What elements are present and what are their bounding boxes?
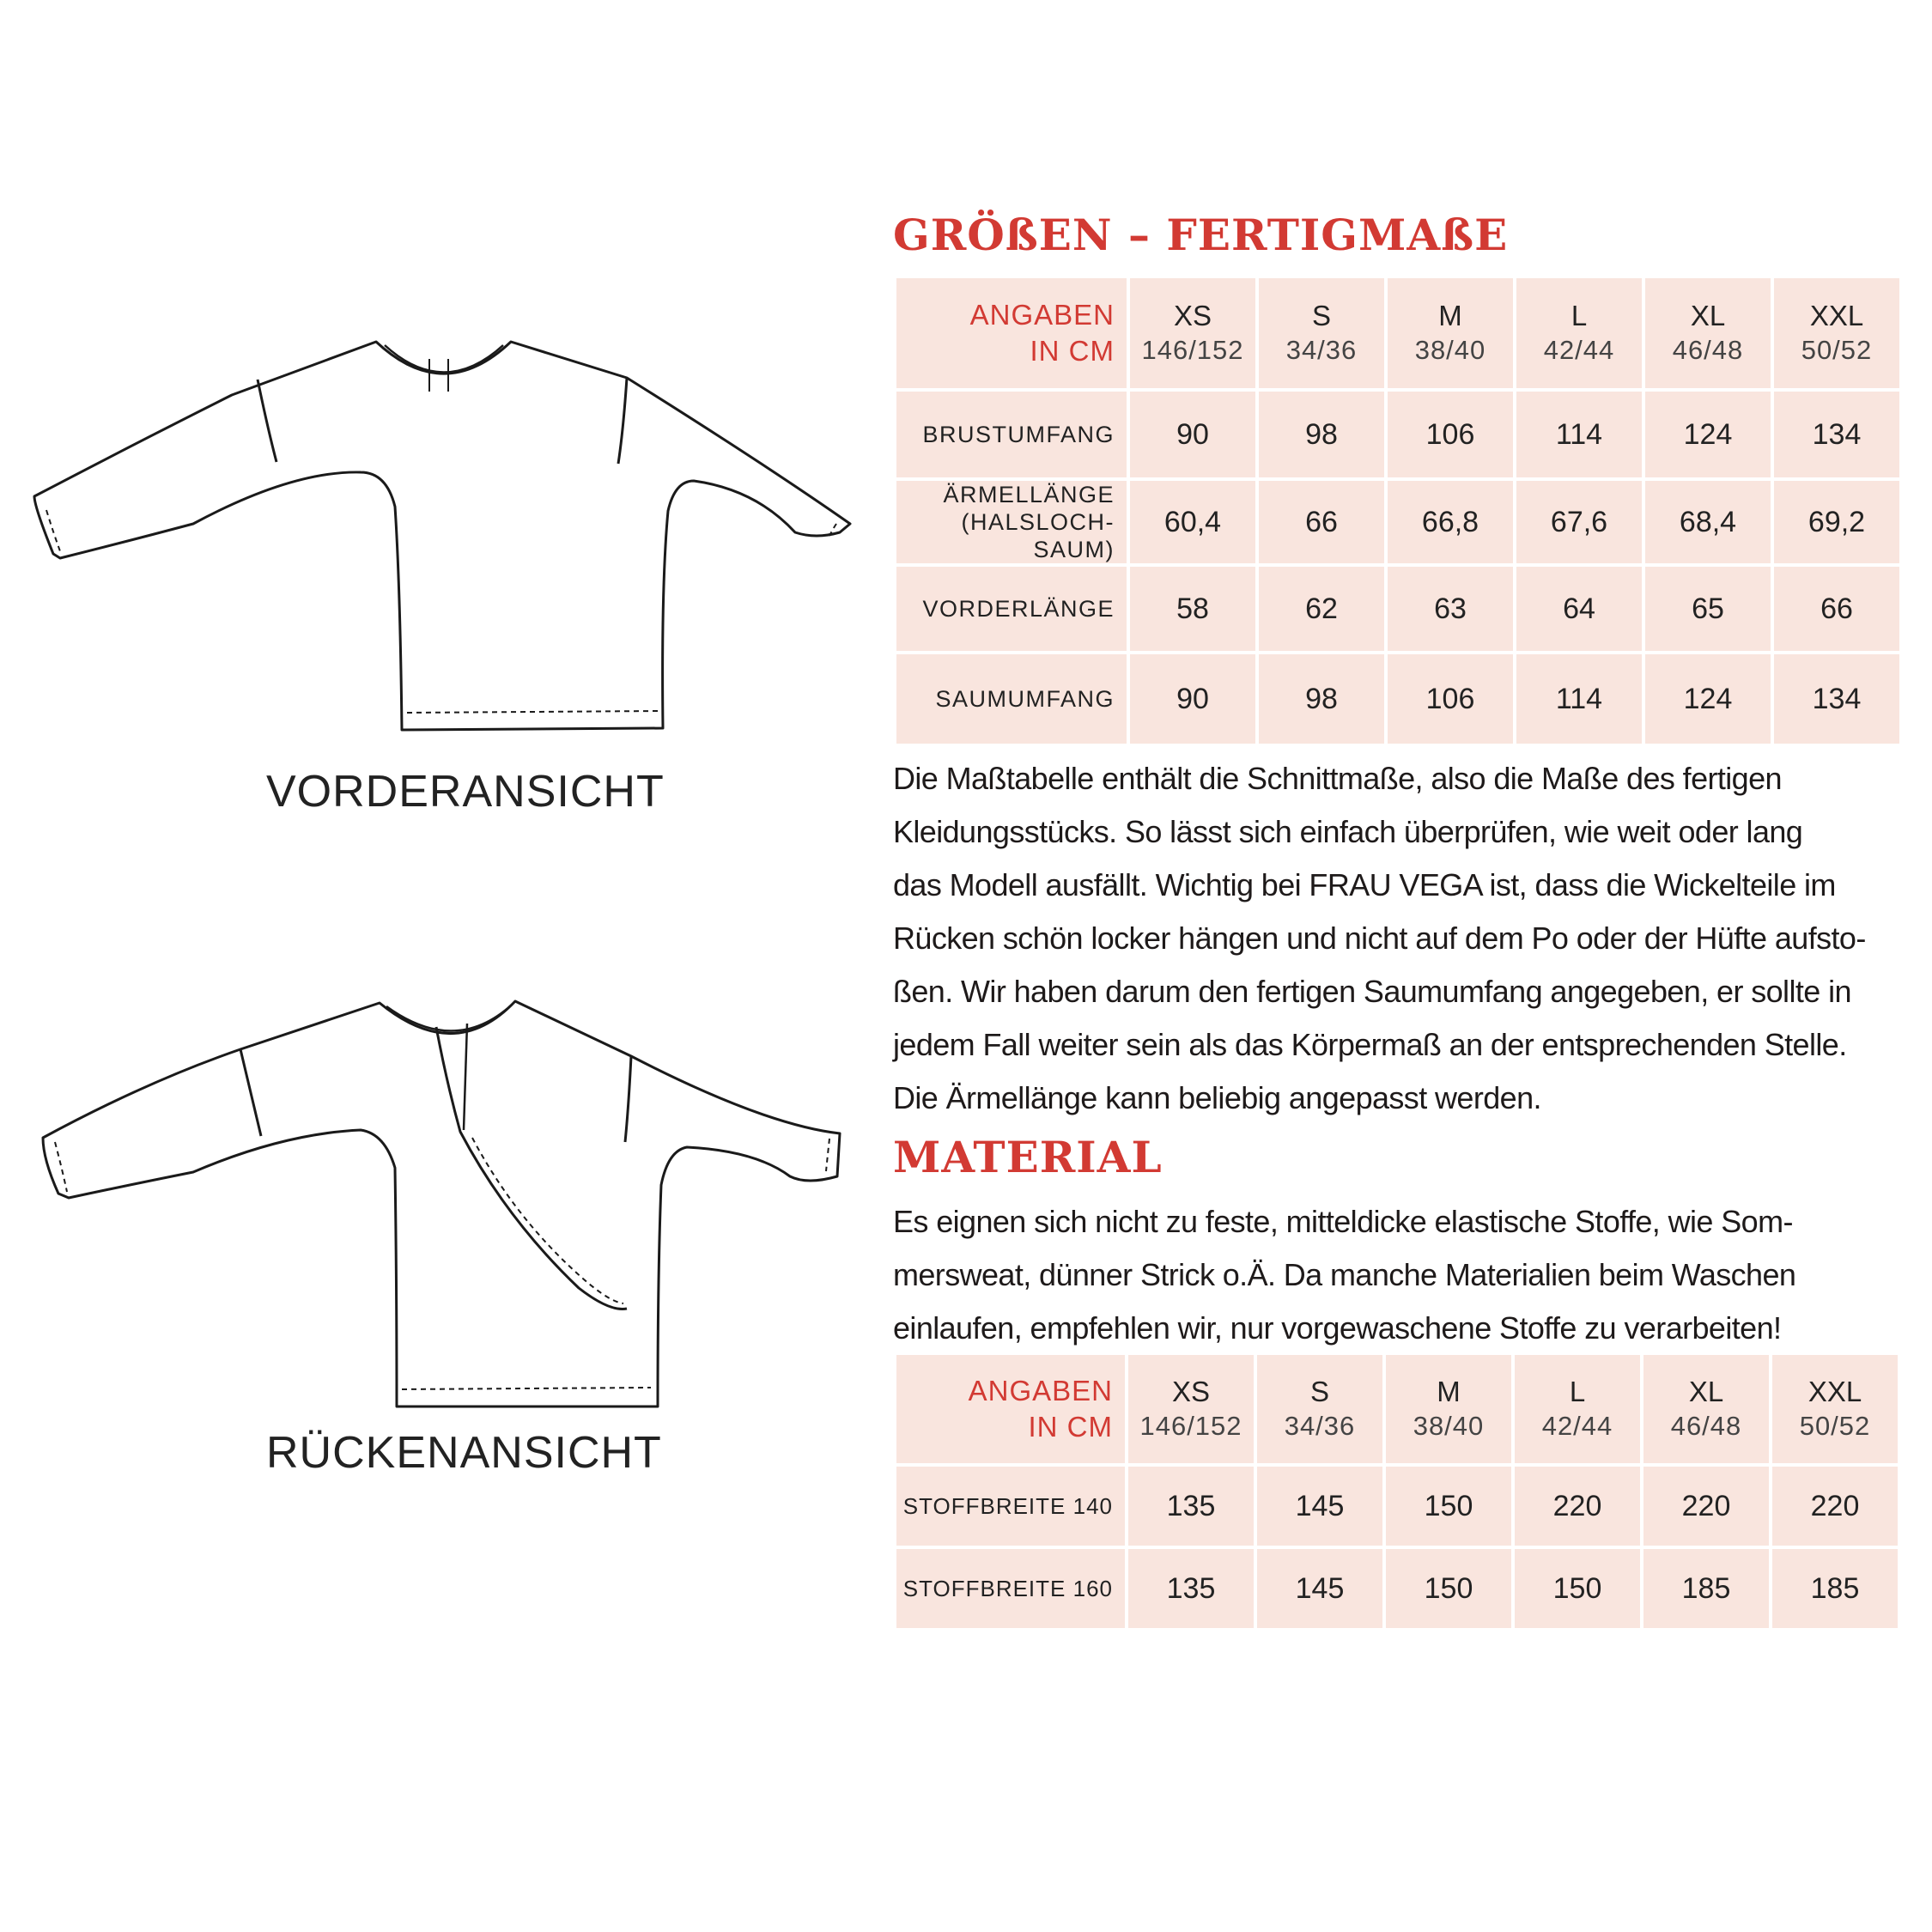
cell-value: 220 [1771,1465,1899,1547]
size-name: XXL [1809,300,1864,331]
back-view-caption: RÜCKENANSICHT [266,1428,662,1478]
cell-value: 69,2 [1772,479,1901,565]
units-label-line1: ANGABEN [968,1375,1113,1406]
text-line: ßen. Wir haben darum den fertigen Saumumfang angegeben, er sollte in [893,974,1851,1009]
row-label-line2: (HALSLOCH-SAUM) [961,509,1115,562]
text-line: Die Ärmellänge kann beliebig angepasst werden. [893,1080,1541,1115]
cell-value: 135 [1127,1547,1255,1630]
sizes-heading: GRÖßEN – FERTIGMAßE [893,210,1509,260]
cell-value: 58 [1128,565,1257,653]
size-header-xs [1128,276,1257,390]
size-header-xs [1127,1353,1255,1465]
text-line: Es eignen sich nicht zu feste, mitteldicke elastische Stoffe, wie Som- [893,1204,1793,1239]
size-name: L [1571,300,1588,331]
cell-value: 106 [1386,390,1515,479]
cell-value: 134 [1772,653,1901,745]
back-view-sketch [26,979,859,1408]
text-line: einlaufen, empfehlen wir, nur vorgewaschene Stoffe zu verarbeiten! [893,1310,1782,1346]
text-line: Rücken schön locker hängen und nicht auf dem Po oder der Hüfte aufsto- [893,920,1866,956]
text-line: mersweat, dünner Strick o.Ä. Da manche Materialien beim Waschen [893,1257,1796,1292]
cell-value: 67,6 [1515,479,1643,565]
size-numbers: 38/40 [1414,335,1486,365]
size-name: M [1438,300,1462,331]
size-numbers: 46/48 [1670,1411,1742,1441]
size-header-s [1257,276,1386,390]
size-header-xxl [1772,276,1901,390]
cell-value: 90 [1128,653,1257,745]
measurements-table [893,275,1903,747]
front-left-seam [258,380,276,462]
size-numbers: 42/44 [1543,335,1615,365]
cell-value: 64 [1515,565,1643,653]
size-header-xxl [1771,1353,1899,1465]
material-heading: MATERIAL [893,1132,1163,1182]
size-header-l [1513,1353,1642,1465]
units-label-line1: ANGABEN [969,299,1115,331]
front-right-seam [618,378,627,464]
row-label: SAUMUMFANG [895,653,1128,745]
size-numbers: 46/48 [1672,335,1744,365]
front-neckline-inner [385,345,503,373]
cell-value: 114 [1515,390,1643,479]
size-header-xl [1642,1353,1771,1465]
cell-value: 66 [1257,479,1386,565]
measurements-header-row [895,276,1901,390]
cell-value: 134 [1772,390,1901,479]
size-header-m [1386,276,1515,390]
table-row-saumumfang [895,653,1901,745]
cell-value: 150 [1384,1465,1513,1547]
cell-value: 106 [1386,653,1515,745]
text-line: Die Maßtabelle enthält die Schnittmaße, also die Maße des fertigen [893,761,1782,796]
size-numbers: 146/152 [1139,1411,1242,1441]
front-hem-stitch [407,711,658,713]
size-header-l [1515,276,1643,390]
row-label: BRUSTUMFANG [895,390,1128,479]
row-label: VORDERLÄNGE [895,565,1128,653]
size-name: S [1311,300,1331,331]
size-numbers: 38/40 [1413,1411,1485,1441]
text-line: jedem Fall weiter sein als das Körpermaß an der entsprechenden Stelle. [893,1027,1847,1062]
measurements-description [893,752,1906,1125]
units-label [895,276,1128,390]
cell-value: 114 [1515,653,1643,745]
fabric-header-row [895,1353,1899,1465]
cell-value: 185 [1642,1547,1771,1630]
cell-value: 124 [1643,390,1772,479]
size-name: XS [1171,1376,1211,1407]
size-name: M [1437,1376,1461,1407]
size-numbers: 34/36 [1285,335,1358,365]
material-description [893,1195,1906,1355]
back-right-seam [625,1056,631,1142]
front-outline [34,342,850,730]
back-cuff-right-stitch [826,1139,829,1171]
table-row-aermellaenge [895,479,1901,565]
size-name: XS [1173,300,1212,331]
back-wrap-stitch [472,1138,623,1303]
front-view-sketch [26,326,859,756]
size-numbers: 50/52 [1799,1411,1871,1441]
front-view-caption: VORDERANSICHT [266,767,665,817]
back-hem-stitch [402,1388,651,1389]
units-label-line2: IN CM [1030,335,1115,367]
back-cuff-left-stitch [55,1142,67,1192]
cell-value: 98 [1257,390,1386,479]
size-header-m [1384,1353,1513,1465]
back-neckline-inner [386,1005,512,1031]
size-numbers: 42/44 [1541,1411,1613,1441]
cell-value: 220 [1642,1465,1771,1547]
cell-value: 124 [1643,653,1772,745]
cell-value: 90 [1128,390,1257,479]
cell-value: 62 [1257,565,1386,653]
cell-value: 66 [1772,565,1901,653]
size-header-s [1255,1353,1384,1465]
size-numbers: 146/152 [1141,335,1244,365]
table-row-brustumfang [895,390,1901,479]
cell-value: 150 [1384,1547,1513,1630]
table-row-stoffbreite-160 [895,1547,1899,1630]
cell-value: 60,4 [1128,479,1257,565]
units-label [895,1353,1127,1465]
table-row-vorderlaenge [895,565,1901,653]
cell-value: 150 [1513,1547,1642,1630]
back-wrap-upper [464,1024,467,1130]
size-numbers: 34/36 [1284,1411,1356,1441]
cell-value: 66,8 [1386,479,1515,565]
cell-value: 68,4 [1643,479,1772,565]
size-name: XL [1690,300,1726,331]
cell-value: 65 [1643,565,1772,653]
size-numbers: 50/52 [1801,335,1873,365]
row-label-line1: ÄRMELLÄNGE [943,482,1115,507]
units-label-line2: IN CM [1028,1411,1113,1443]
text-line: das Modell ausfällt. Wichtig bei FRAU VEGA ist, dass die Wickelteile im [893,867,1836,902]
cell-value: 63 [1386,565,1515,653]
size-name: XL [1688,1376,1724,1407]
row-label [895,479,1128,565]
table-row-stoffbreite-140 [895,1465,1899,1547]
size-header-xl [1643,276,1772,390]
fabric-table [893,1352,1901,1631]
cell-value: 98 [1257,653,1386,745]
row-label: STOFFBREITE 140 [895,1465,1127,1547]
cell-value: 185 [1771,1547,1899,1630]
size-name: XXL [1807,1376,1862,1407]
back-outline [43,1001,840,1406]
size-name: S [1309,1376,1329,1407]
back-left-seam [240,1049,261,1136]
text-line: Kleidungsstücks. So lässt sich einfach überprüfen, wie weit oder lang [893,814,1803,849]
cell-value: 145 [1255,1547,1384,1630]
row-label: STOFFBREITE 160 [895,1547,1127,1630]
cell-value: 145 [1255,1465,1384,1547]
cell-value: 135 [1127,1465,1255,1547]
cell-value: 220 [1513,1465,1642,1547]
size-name: L [1569,1376,1586,1407]
